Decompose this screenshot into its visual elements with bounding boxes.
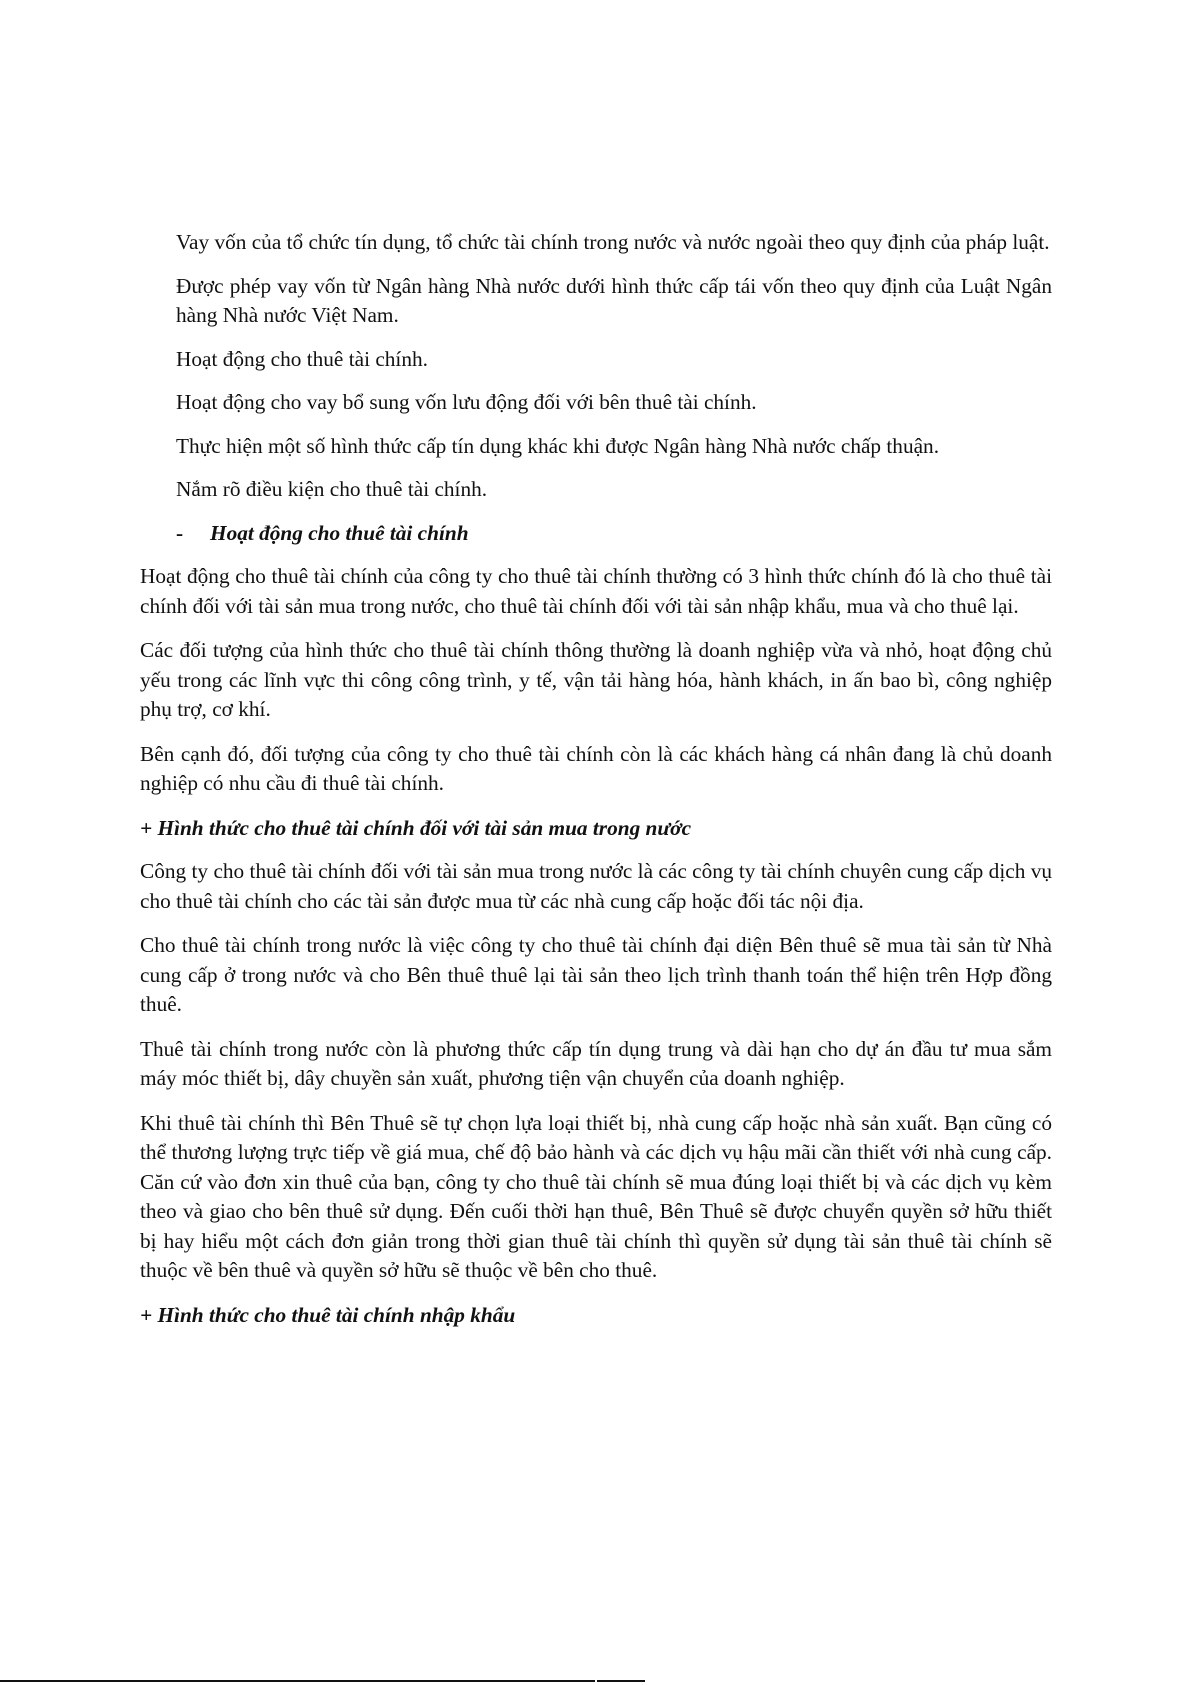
paragraph-domestic-companies: Công ty cho thuê tài chính đối với tài sản mua trong nước là các công ty tài chính chuyên cung cấp dịch vụ cho thuê tài chính cho các tài sản được mua từ các nhà cung cấp hoặc đối tác nội địa. bbox=[140, 859, 1052, 913]
paragraph-lessee-choice: Khi thuê tài chính thì Bên Thuê sẽ tự chọn lựa loại thiết bị, nhà cung cấp hoặc nhà sản xuất. Bạn cũng có thể thương lượng trực tiếp về giá mua, chế độ bảo hành và các dịch vụ hậu mãi cần thiết với nhà cung cấp. Căn cứ vào đơn xin thuê của bạn, công ty cho thuê tài chính sẽ mua đúng loại thiết bị và các dịch vụ kèm theo và giao cho bên thuê sử dụng. Đến cuối thời hạn thuê, Bên Thuê sẽ được chuyển quyền sở hữu thiết bị hay hiểu một cách đơn giản trong thời gian thuê tài chính thì quyền sử dụng tài sản thuê tài chính sẽ thuộc về bên thuê và quyền sở hữu sẽ thuộc về bên cho thuê. bbox=[140, 1110, 1052, 1282]
paragraph-loan-capital: Vay vốn của tổ chức tín dụng, tổ chức tài chính trong nước và nước ngoài theo quy định của pháp luật. bbox=[176, 230, 1050, 254]
bullet-dash: - bbox=[176, 520, 184, 545]
paragraph-leasing-activity: Hoạt động cho thuê tài chính. bbox=[176, 346, 428, 371]
paragraph-state-bank-refinance: Được phép vay vốn từ Ngân hàng Nhà nước dưới hình thức cấp tái vốn theo quy định của Luật Ngân hàng Nhà nước Việt Nam. bbox=[176, 273, 1052, 327]
paragraph-working-capital: Hoạt động cho vay bổ sung vốn lưu động đối với bên thuê tài chính. bbox=[176, 390, 757, 414]
section-heading-import-leasing: + Hình thức cho thuê tài chính nhập khẩu bbox=[140, 1302, 516, 1327]
footer-divider bbox=[0, 1680, 595, 1682]
section-heading-leasing-activity bbox=[140, 519, 1052, 549]
paragraph-three-forms: Hoạt động cho thuê tài chính của công ty cho thuê tài chính thường có 3 hình thức chính đó là cho thuê tài chính đối với tài sản mua trong nước, cho thuê tài chính đối với tài sản nhập khẩu, mua và cho thuê lại. bbox=[140, 564, 1052, 618]
paragraph-domestic-leasing: Cho thuê tài chính trong nước là việc công ty cho thuê tài chính đại diện Bên thuê sẽ mua tài sản từ Nhà cung cấp ở trong nước và cho Bên thuê thuê lại tài sản theo lịch trình thanh toán thể hiện trên Hợp đồng thuê. bbox=[140, 933, 1052, 1016]
paragraph-target-individuals: Bên cạnh đó, đối tượng của công ty cho thuê tài chính còn là các khách hàng cá nhân đang là chủ doanh nghiệp có nhu cầu đi thuê tài chính. bbox=[140, 741, 1052, 795]
paragraph-target-smes: Các đối tượng của hình thức cho thuê tài chính thông thường là doanh nghiệp vừa và nhỏ, hoạt động chủ yếu trong các lĩnh vực thi công công trình, y tế, vận tải hàng hóa, hành khách, in ấn bao bì, công nghiệp phụ trợ, cơ khí. bbox=[140, 638, 1052, 721]
paragraph-medium-long-credit: Thuê tài chính trong nước còn là phương thức cấp tín dụng trung và dài hạn cho dự án đầu tư mua sắm máy móc thiết bị, dây chuyền sản xuất, phương tiện vận chuyển của doanh nghiệp. bbox=[140, 1036, 1052, 1090]
section-heading-domestic-assets: + Hình thức cho thuê tài chính đối với tài sản mua trong nước bbox=[140, 815, 692, 840]
section-heading-text: Hoạt động cho thuê tài chính bbox=[210, 520, 469, 545]
document-body bbox=[140, 228, 1052, 1344]
paragraph-leasing-conditions: Nắm rõ điều kiện cho thuê tài chính. bbox=[176, 477, 488, 501]
paragraph-other-credit: Thực hiện một số hình thức cấp tín dụng khác khi được Ngân hàng Nhà nước chấp thuận. bbox=[176, 433, 940, 458]
footer-divider-short bbox=[597, 1680, 645, 1682]
